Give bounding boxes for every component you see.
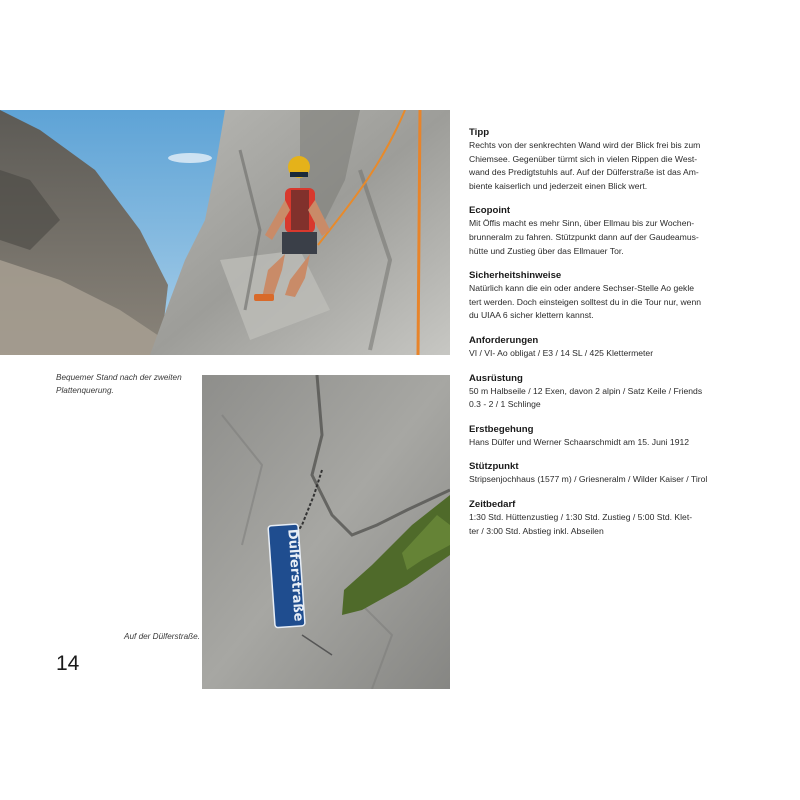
- section-heading: Ecopoint: [469, 205, 511, 217]
- route-info-column: [469, 126, 749, 549]
- section-line: Chiemsee. Gegenüber türmt sich in vielen Rippen die West-: [469, 153, 698, 164]
- section-heading: Zeitbedarf: [469, 498, 516, 510]
- section-body: [469, 436, 749, 450]
- section-line: biente kaiserlich und jederzeit einen Blick wert.: [469, 180, 648, 191]
- section-line: VI / VI- Ao obligat / E3 / 14 SL / 425 Klettermeter: [469, 347, 654, 358]
- section-body: [469, 385, 749, 412]
- section-line: du UIAA 6 sicher klettern kannst.: [469, 310, 594, 321]
- info-section: [469, 498, 749, 538]
- page-number: 14: [56, 652, 80, 675]
- section-body: [469, 511, 749, 538]
- info-section: [469, 334, 749, 361]
- section-line: 0.3 - 2 / 1 Schlinge: [469, 399, 541, 410]
- photo-caption-duelferstrasse: Auf der Dülferstraße.: [124, 632, 200, 641]
- info-section: [469, 460, 749, 487]
- section-line: Hans Dülfer und Werner Schaarschmidt am 15. Juni 1912: [469, 436, 690, 447]
- section-line: tert werden. Doch einsteigen solltest du in die Tour nur, wenn: [469, 296, 702, 307]
- section-line: Rechts von der senkrechten Wand wird der Blick frei bis zum: [469, 140, 701, 150]
- photo-caption-stand: [56, 372, 196, 397]
- section-line: 50 m Halbseile / 12 Exen, davon 2 alpin / Satz Keile / Friends: [469, 385, 703, 396]
- section-heading: Anforderungen: [469, 334, 539, 346]
- section-heading: Ausrüstung: [469, 372, 523, 384]
- info-section: [469, 372, 749, 412]
- section-line: wand des Predigtstuhls auf. Auf der Dülferstraße ist das Am-: [469, 167, 699, 178]
- section-line: Mit Öffis macht es mehr Sinn, über Ellmau bis zur Wochen-: [469, 218, 695, 229]
- section-heading: Stützpunkt: [469, 461, 519, 473]
- section-heading: Tipp: [469, 127, 490, 138]
- section-body: [469, 217, 749, 258]
- section-line: 1:30 Std. Hüttenzustieg / 1:30 Std. Zustieg / 5:00 Std. Klet-: [469, 511, 693, 522]
- section-heading: Erstbegehung: [469, 423, 534, 435]
- section-line: hütte und Zustieg über das Ellmauer Tor.: [469, 245, 624, 256]
- route-name-sign-text: Dülferstraße: [284, 528, 306, 622]
- section-body: [469, 282, 749, 323]
- section-body: [469, 139, 749, 193]
- info-section: [469, 423, 749, 450]
- info-section: [469, 204, 749, 258]
- section-line: Stripsenjochhaus (1577 m) / Griesneralm / Wilder Kaiser / Tirol: [469, 474, 708, 485]
- section-heading: Sicherheitshinweise: [469, 270, 562, 282]
- info-section: [469, 126, 749, 193]
- section-line: brunneralm zu fahren. Stützpunkt dann auf der Gaudeamus-: [469, 231, 699, 242]
- caption-line: Bequemer Stand nach der zweiten: [56, 373, 182, 382]
- caption-line: Plattenquerung.: [56, 385, 114, 395]
- climber-photo: [0, 110, 450, 355]
- route-sign-photo: [202, 375, 450, 689]
- info-section: [469, 269, 749, 323]
- section-body: [469, 347, 749, 361]
- route-name-sign: [268, 524, 306, 628]
- section-line: ter / 3:00 Std. Abstieg inkl. Abseilen: [469, 525, 604, 536]
- section-body: [469, 473, 749, 487]
- section-line: Natürlich kann die ein oder andere Sechser-Stelle Ao gekle: [469, 283, 695, 294]
